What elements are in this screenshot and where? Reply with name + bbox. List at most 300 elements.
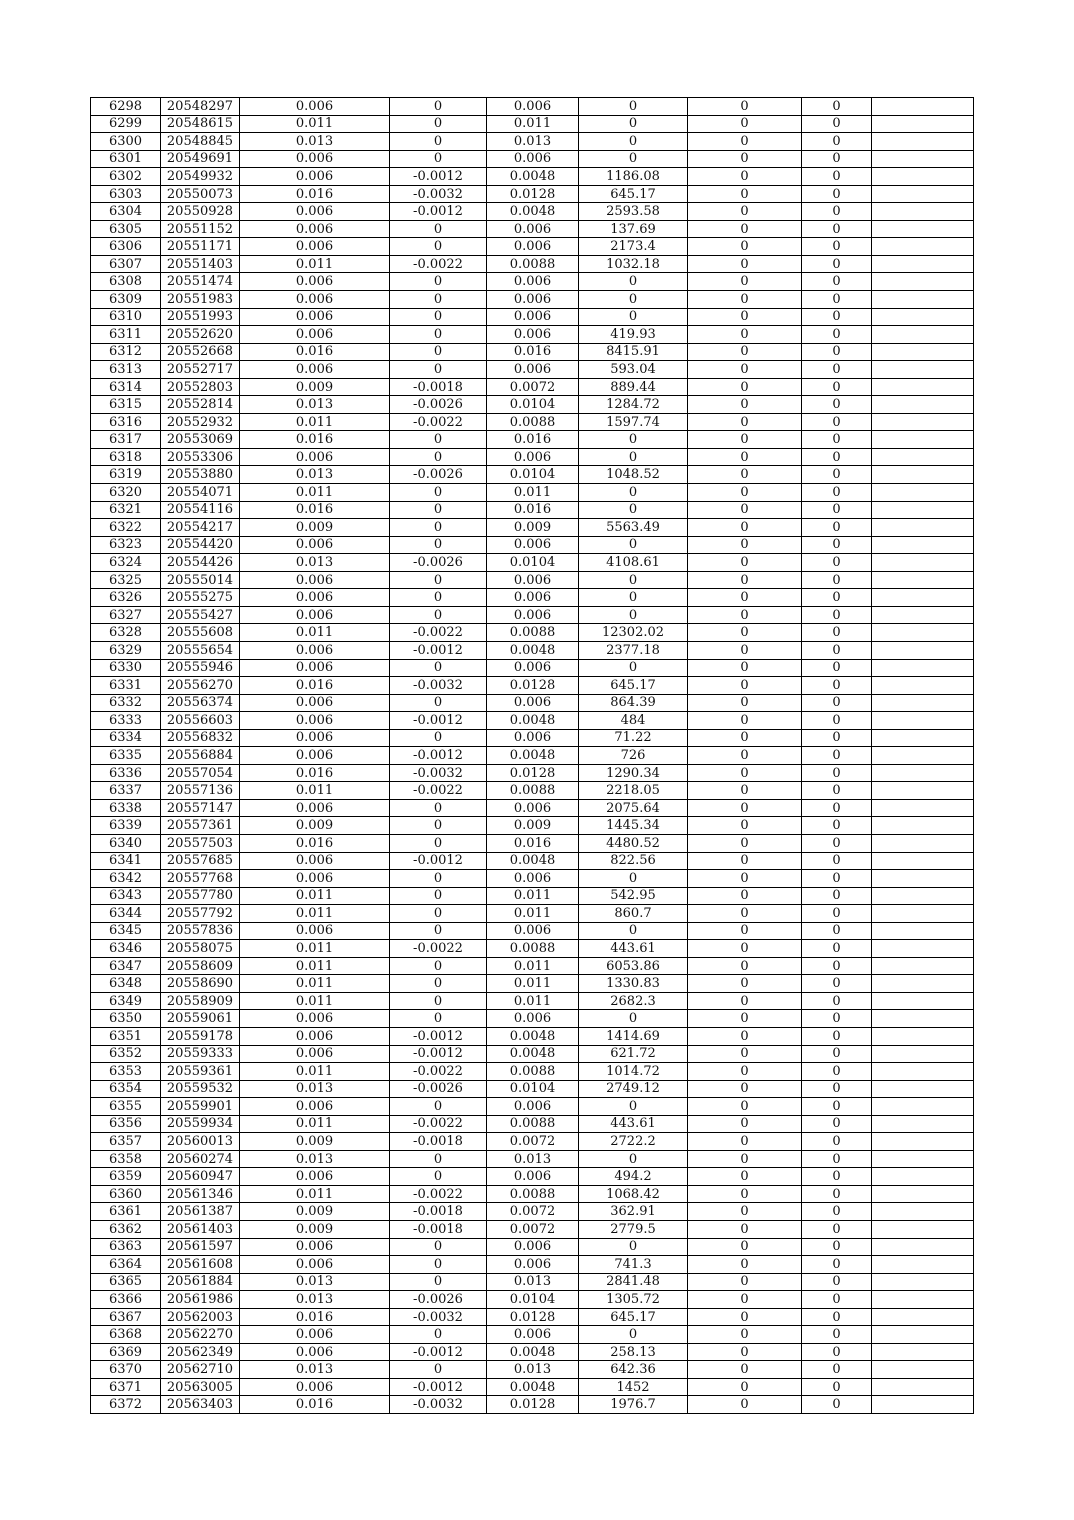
table-cell: 20556884 (161, 747, 240, 765)
table-cell: 0 (688, 817, 802, 835)
table-cell: 20553306 (161, 448, 240, 466)
table-cell: 6338 (91, 799, 161, 817)
table-cell: 0 (802, 554, 872, 572)
table-cell: 6310 (91, 308, 161, 326)
table-cell: 6304 (91, 203, 161, 221)
table-cell: 443.61 (579, 1115, 688, 1133)
table-cell: 20551403 (161, 255, 240, 273)
table-cell: 0.0048 (487, 1343, 579, 1361)
table-cell: 20555608 (161, 624, 240, 642)
table-cell: 0 (802, 1150, 872, 1168)
table-cell: 0 (802, 782, 872, 800)
table-row (91, 1168, 974, 1186)
table-cell: 0 (688, 554, 802, 572)
table-row (91, 1291, 974, 1309)
table-cell (872, 1238, 974, 1256)
table-cell: 0 (390, 817, 487, 835)
table-cell: 0.013 (240, 396, 390, 414)
table-cell: 0.0088 (487, 940, 579, 958)
table-cell: 0.011 (240, 624, 390, 642)
table-cell: 6299 (91, 115, 161, 133)
table-cell: 0.016 (240, 1308, 390, 1326)
table-cell: 0 (688, 466, 802, 484)
table-cell: 20557685 (161, 852, 240, 870)
table-cell: 0 (688, 203, 802, 221)
table-cell: 0 (579, 431, 688, 449)
table-row (91, 378, 974, 396)
table-cell: 0.013 (240, 1291, 390, 1309)
table-cell: 20556832 (161, 729, 240, 747)
table-cell: 0.016 (240, 431, 390, 449)
table-cell: 0 (390, 326, 487, 344)
table-cell: 0 (390, 220, 487, 238)
table-cell: 0 (390, 343, 487, 361)
table-cell: 0 (802, 606, 872, 624)
table-cell: 0.013 (487, 1361, 579, 1379)
table-cell: -0.0012 (390, 168, 487, 186)
table-row (91, 1098, 974, 1116)
table-cell: 6339 (91, 817, 161, 835)
table-cell (872, 501, 974, 519)
table-cell: 1014.72 (579, 1063, 688, 1081)
table-cell: 0.0072 (487, 1133, 579, 1151)
table-cell: 20562349 (161, 1343, 240, 1361)
table-cell: 0 (688, 1343, 802, 1361)
table-cell: 0.011 (487, 115, 579, 133)
table-cell: 0 (802, 98, 872, 116)
table-cell: 20563403 (161, 1396, 240, 1414)
table-cell: 20558075 (161, 940, 240, 958)
table-cell: -0.0012 (390, 1378, 487, 1396)
table-cell: 0 (688, 1221, 802, 1239)
table-cell: 6353 (91, 1063, 161, 1081)
table-cell (872, 659, 974, 677)
table-row (91, 1185, 974, 1203)
table-cell (872, 150, 974, 168)
table-cell: 0 (802, 536, 872, 554)
table-cell (872, 308, 974, 326)
table-row (91, 992, 974, 1010)
table-cell: 1032.18 (579, 255, 688, 273)
table-cell: 0 (390, 431, 487, 449)
table-cell: 0.006 (240, 1256, 390, 1274)
table-cell: 0 (579, 1238, 688, 1256)
table-cell: 0 (579, 589, 688, 607)
table-cell: 6314 (91, 378, 161, 396)
table-cell: 0 (390, 1256, 487, 1274)
table-cell: 0.0048 (487, 203, 579, 221)
table-cell: 0 (688, 396, 802, 414)
table-row (91, 799, 974, 817)
table-cell: 0.006 (240, 606, 390, 624)
table-cell: 1330.83 (579, 975, 688, 993)
table-cell: 6334 (91, 729, 161, 747)
table-cell: 20561387 (161, 1203, 240, 1221)
table-cell: 0 (390, 659, 487, 677)
table-cell (872, 396, 974, 414)
table-cell: 0 (390, 870, 487, 888)
table-cell: 0 (802, 168, 872, 186)
table-cell: 20554217 (161, 519, 240, 537)
table-cell: 822.56 (579, 852, 688, 870)
table-cell: 0.0128 (487, 185, 579, 203)
table-cell: 0.006 (487, 220, 579, 238)
table-cell: 0 (802, 1308, 872, 1326)
table-cell (872, 606, 974, 624)
table-cell: 645.17 (579, 1308, 688, 1326)
table-cell: 0 (579, 922, 688, 940)
table-cell: 0.013 (240, 554, 390, 572)
table-cell: 0 (390, 834, 487, 852)
table-cell: 0 (579, 98, 688, 116)
table-cell: 0 (802, 519, 872, 537)
table-cell: 0.0088 (487, 624, 579, 642)
table-row (91, 694, 974, 712)
table-cell: -0.0026 (390, 1080, 487, 1098)
table-cell: 0.009 (240, 519, 390, 537)
table-cell (872, 1343, 974, 1361)
table-cell: 0 (390, 1168, 487, 1186)
table-cell: 20558690 (161, 975, 240, 993)
table-cell (872, 1115, 974, 1133)
table-cell: 20555014 (161, 571, 240, 589)
table-cell: 0.016 (240, 343, 390, 361)
table-cell (872, 1185, 974, 1203)
table-cell: 20559934 (161, 1115, 240, 1133)
table-cell: 0 (802, 641, 872, 659)
table-cell: -0.0032 (390, 1308, 487, 1326)
table-cell: 6318 (91, 448, 161, 466)
table-row (91, 396, 974, 414)
table-cell: 0.006 (240, 922, 390, 940)
table-cell: 0 (802, 975, 872, 993)
table-cell: 0 (802, 1063, 872, 1081)
table-cell: 0 (688, 150, 802, 168)
table-cell: -0.0032 (390, 764, 487, 782)
table-cell: 1452 (579, 1378, 688, 1396)
table-cell: 6346 (91, 940, 161, 958)
table-cell: 6322 (91, 519, 161, 537)
table-cell: 6358 (91, 1150, 161, 1168)
table-cell: 0.0104 (487, 466, 579, 484)
table-cell: 0.006 (240, 220, 390, 238)
table-cell: 0.006 (487, 1168, 579, 1186)
table-row (91, 1010, 974, 1028)
table-cell: 0 (802, 396, 872, 414)
table-cell: 0 (802, 115, 872, 133)
table-cell: 0.006 (240, 1378, 390, 1396)
table-cell: 494.2 (579, 1168, 688, 1186)
table-cell (872, 220, 974, 238)
table-cell: 0 (802, 1396, 872, 1414)
table-cell: 0 (579, 273, 688, 291)
table-row (91, 641, 974, 659)
table-cell: 20559361 (161, 1063, 240, 1081)
table-cell: 0.011 (487, 957, 579, 975)
table-cell: 20556374 (161, 694, 240, 712)
table-row (91, 1063, 974, 1081)
table-cell: 1048.52 (579, 466, 688, 484)
table-cell: 20552814 (161, 396, 240, 414)
table-cell: 20560947 (161, 1168, 240, 1186)
table-cell: 6344 (91, 905, 161, 923)
table-cell: 6362 (91, 1221, 161, 1239)
table-cell: 20552717 (161, 361, 240, 379)
table-cell: 20548297 (161, 98, 240, 116)
table-cell: -0.0012 (390, 1343, 487, 1361)
table-cell: 0 (688, 238, 802, 256)
table-cell: 0.006 (487, 1326, 579, 1344)
table-row (91, 782, 974, 800)
table-cell: 0 (688, 501, 802, 519)
table-cell: 1186.08 (579, 168, 688, 186)
table-cell: 0 (802, 905, 872, 923)
table-cell: 20550073 (161, 185, 240, 203)
table-cell: 6323 (91, 536, 161, 554)
table-cell: 0.006 (487, 536, 579, 554)
table-cell: 443.61 (579, 940, 688, 958)
table-cell: 0.0048 (487, 747, 579, 765)
table-cell: 0.0088 (487, 1115, 579, 1133)
table-cell (872, 291, 974, 309)
table-cell: 0 (802, 378, 872, 396)
table-cell: 20557768 (161, 870, 240, 888)
table-cell: 0 (688, 1396, 802, 1414)
table-cell (872, 677, 974, 695)
table-cell: 0.013 (240, 1150, 390, 1168)
table-cell: 0.006 (487, 98, 579, 116)
table-cell: 0.016 (240, 764, 390, 782)
table-cell: 6342 (91, 870, 161, 888)
table-cell: 0 (688, 413, 802, 431)
table-cell (872, 694, 974, 712)
table-cell: 20561346 (161, 1185, 240, 1203)
table-cell: 0 (802, 1273, 872, 1291)
table-cell: 20555946 (161, 659, 240, 677)
table-cell: -0.0012 (390, 747, 487, 765)
table-cell: 0 (802, 501, 872, 519)
table-cell: -0.0026 (390, 396, 487, 414)
table-cell: 6356 (91, 1115, 161, 1133)
table-cell: 0 (688, 975, 802, 993)
table-cell: 0 (802, 413, 872, 431)
table-cell: 0 (688, 1185, 802, 1203)
table-row (91, 1045, 974, 1063)
table-cell: 0.011 (487, 887, 579, 905)
table-cell: 0.009 (487, 519, 579, 537)
table-row (91, 203, 974, 221)
table-cell: 6316 (91, 413, 161, 431)
table-cell: 20561986 (161, 1291, 240, 1309)
table-cell: 0.006 (240, 799, 390, 817)
table-cell: 419.93 (579, 326, 688, 344)
table-row (91, 1361, 974, 1379)
table-cell: 2075.64 (579, 799, 688, 817)
table-cell: 0 (688, 729, 802, 747)
table-cell: 20548845 (161, 133, 240, 151)
table-cell: -0.0032 (390, 1396, 487, 1414)
table-cell: 0 (579, 1098, 688, 1116)
table-cell: 6319 (91, 466, 161, 484)
table-cell: 0 (688, 624, 802, 642)
table-cell: 6367 (91, 1308, 161, 1326)
table-cell: 0.013 (240, 1273, 390, 1291)
table-cell (872, 957, 974, 975)
table-cell: -0.0022 (390, 255, 487, 273)
table-row (91, 1378, 974, 1396)
table-cell: -0.0012 (390, 203, 487, 221)
table-cell: 20552932 (161, 413, 240, 431)
table-row (91, 834, 974, 852)
table-cell: 20550928 (161, 203, 240, 221)
table-cell: 0.006 (240, 448, 390, 466)
table-cell (872, 326, 974, 344)
table-cell: 0 (688, 448, 802, 466)
table-cell: 726 (579, 747, 688, 765)
table-cell: 0 (688, 1098, 802, 1116)
table-cell: 6307 (91, 255, 161, 273)
table-cell: 20561403 (161, 1221, 240, 1239)
table-cell (872, 782, 974, 800)
table-row (91, 1080, 974, 1098)
table-row (91, 922, 974, 940)
table-row (91, 1273, 974, 1291)
table-cell: 0.006 (240, 571, 390, 589)
table-cell: 6320 (91, 484, 161, 502)
table-cell: 0 (688, 1080, 802, 1098)
table-cell: 0 (390, 291, 487, 309)
table-cell: 0 (390, 448, 487, 466)
table-cell: 0.006 (487, 150, 579, 168)
table-cell: 0 (390, 957, 487, 975)
table-cell (872, 536, 974, 554)
table-cell: 0 (579, 150, 688, 168)
table-cell: 0 (390, 1273, 487, 1291)
table-cell: 0 (802, 1238, 872, 1256)
table-cell: 0 (802, 1326, 872, 1344)
table-cell: -0.0022 (390, 413, 487, 431)
table-cell (872, 168, 974, 186)
table-cell: 20552668 (161, 343, 240, 361)
table-cell: 20557147 (161, 799, 240, 817)
table-cell: 0.016 (240, 677, 390, 695)
table-cell: 0 (390, 150, 487, 168)
table-cell: 0.009 (487, 817, 579, 835)
table-cell: 20557792 (161, 905, 240, 923)
table-cell: 0.006 (487, 448, 579, 466)
table-cell: 0 (802, 203, 872, 221)
table-cell: 6340 (91, 834, 161, 852)
table-cell: 6364 (91, 1256, 161, 1274)
table-cell: 0 (802, 1098, 872, 1116)
table-cell: 20555275 (161, 589, 240, 607)
table-cell: 0 (688, 694, 802, 712)
table-cell: 6309 (91, 291, 161, 309)
table-cell: 0.011 (487, 975, 579, 993)
table-cell: 0 (688, 185, 802, 203)
table-cell: 0.006 (487, 326, 579, 344)
table-cell: 0 (802, 1343, 872, 1361)
table-cell: 0 (390, 536, 487, 554)
table-row (91, 1221, 974, 1239)
table-cell (872, 1203, 974, 1221)
table-cell: 0.006 (240, 150, 390, 168)
table-cell: 6312 (91, 343, 161, 361)
table-cell: 0 (802, 659, 872, 677)
table-cell: 0 (688, 659, 802, 677)
table-cell: 0 (802, 255, 872, 273)
table-row (91, 554, 974, 572)
table-cell: 0.011 (240, 887, 390, 905)
table-row (91, 273, 974, 291)
table-cell: 0 (390, 606, 487, 624)
table-cell: 20553880 (161, 466, 240, 484)
table-cell: -0.0018 (390, 1133, 487, 1151)
table-cell (872, 764, 974, 782)
table-cell: -0.0026 (390, 466, 487, 484)
table-cell: 0.006 (240, 1343, 390, 1361)
table-cell: 0.006 (240, 694, 390, 712)
table-cell: 6317 (91, 431, 161, 449)
table-cell: 0.011 (240, 115, 390, 133)
table-row (91, 361, 974, 379)
table-cell: 0 (802, 431, 872, 449)
table-cell: 6329 (91, 641, 161, 659)
table-cell: 20557503 (161, 834, 240, 852)
table-row (91, 448, 974, 466)
table-cell: 0.013 (240, 466, 390, 484)
table-cell: 2779.5 (579, 1221, 688, 1239)
table-cell: 542.95 (579, 887, 688, 905)
table-row (91, 817, 974, 835)
table-cell: 20553069 (161, 431, 240, 449)
table-cell: 0 (688, 1133, 802, 1151)
table-cell: 0.006 (240, 168, 390, 186)
table-cell: 0 (579, 571, 688, 589)
table-cell (872, 1291, 974, 1309)
table-cell (872, 98, 974, 116)
table-cell: 0.006 (240, 659, 390, 677)
table-row (91, 326, 974, 344)
table-cell: 0 (688, 1308, 802, 1326)
table-row (91, 1115, 974, 1133)
table-cell: 0 (688, 378, 802, 396)
table-cell (872, 1133, 974, 1151)
table-cell: -0.0022 (390, 1063, 487, 1081)
table-cell: 0 (688, 764, 802, 782)
table-cell: 0 (688, 887, 802, 905)
table-cell: 20563005 (161, 1378, 240, 1396)
table-cell: 0 (802, 1133, 872, 1151)
table-cell: 0.006 (487, 273, 579, 291)
table-cell: 741.3 (579, 1256, 688, 1274)
table-row (91, 1203, 974, 1221)
table-cell: 0 (688, 782, 802, 800)
table-cell: 6306 (91, 238, 161, 256)
table-cell: 0 (688, 220, 802, 238)
table-cell (872, 922, 974, 940)
table-cell (872, 1010, 974, 1028)
table-cell: 6315 (91, 396, 161, 414)
table-cell: 2682.3 (579, 992, 688, 1010)
table-cell: 0 (688, 1256, 802, 1274)
table-cell: 1284.72 (579, 396, 688, 414)
table-cell (872, 1361, 974, 1379)
table-cell: 0.011 (240, 905, 390, 923)
table-cell: 0 (802, 729, 872, 747)
table-cell: 0.006 (487, 659, 579, 677)
table-cell: 0 (688, 1326, 802, 1344)
